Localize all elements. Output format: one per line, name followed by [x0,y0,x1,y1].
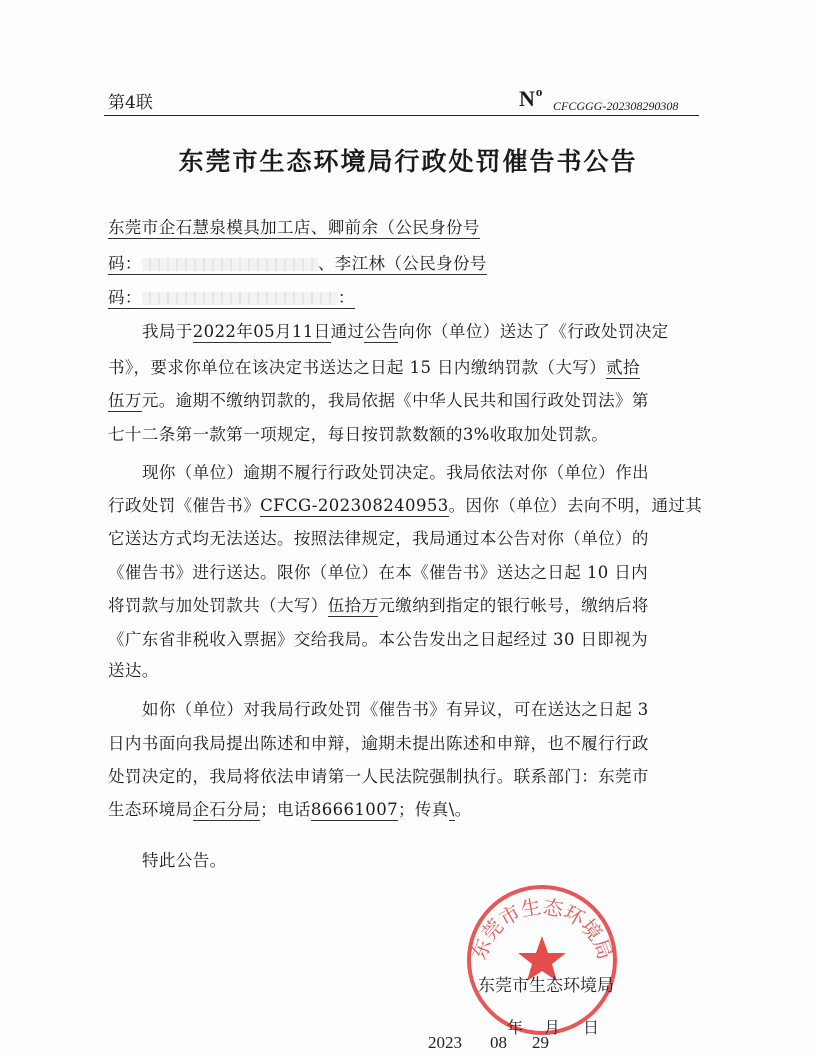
redacted-id-2 [142,292,338,305]
id-colon: ： [337,288,355,307]
text-segment: 。 [454,800,472,819]
para3-line-2: 日内书面向我局提出陈述和申辩，逾期未提出陈述和申辩，也不履行行政 [108,734,649,753]
para1-line-1 [142,318,669,342]
seal-arc-text: 东莞市生态环境局 [466,894,618,963]
text-segment: 行政处罚《催告书》 [108,496,261,515]
second-recipient: 、李江林（公民身份号 [317,254,487,273]
text-segment: ；电话 [260,800,311,819]
recipient-id-row-2 [108,288,355,309]
para1-line-2 [108,354,640,378]
text-segment: 通过 [330,322,365,341]
para3-line-3: 处罚决定的，我局将依法申请第一人民法院强制执行。联系部门：东莞市 [108,767,649,786]
fine-amount-part1: 贰拾 [606,358,640,377]
notice-code: CFCG-202308240953 [260,496,449,515]
text-segment: 将罚款与加处罚款共（大写） [108,596,328,615]
closing-text: 特此公告。 [142,851,227,870]
copy-number: 第4联 [108,93,153,113]
header-rule [104,115,699,116]
text-segment: 元。逾期不缴纳罚款的，我局依据《中华人民共和国行政处罚法》第 [141,391,649,410]
text-segment: 元缴纳到指定的银行帐号，缴纳后将 [378,596,649,615]
redacted-id-1 [142,258,318,271]
recipient-line-2 [108,250,487,274]
total-amount: 伍拾万 [327,596,379,615]
recipient-id-row-1 [108,254,487,275]
issue-year: 2023 [428,1033,462,1052]
day-label: 日 [583,1018,600,1037]
issue-month: 08 [490,1033,507,1052]
month-label: 月 [544,1018,561,1037]
text-segment: 书》，要求你单位在该决定书送达之日起 15 日内缴纳罚款（大写） [108,358,607,377]
text-segment: 向你（单位）送达了《行政处罚决定 [398,322,669,341]
recipient-line-1 [108,214,480,238]
number-mark-sup: o [535,84,543,99]
text-segment: 。因你（单位）去向不明，通过其 [448,496,703,515]
para1-line-4: 七十二条第一款第一项规定，每日按罚款数额的3%收取加处罚款。 [108,425,609,444]
issue-day: 29 [532,1033,549,1052]
para1-line-3 [108,387,649,411]
para2-line-4: 《催告书》进行送达。限你（单位）在本《催告书》送达之日起 10 日内 [108,563,649,582]
number-mark-n: N [519,86,535,111]
year-label: 年 [507,1018,524,1037]
contact-phone: 86661007 [310,800,398,819]
delivery-date: 2022年05月11日 [192,322,331,341]
para3-line-1: 如你（单位）对我局行政处罚《催告书》有异议，可在送达之日起 3 [142,700,649,719]
document-serial: CFCGGG-202308290308 [553,99,679,113]
number-mark [519,84,542,112]
document-title: 东莞市生态环境局行政处罚催告书公告 [178,147,638,176]
contact-fax: \ [448,800,455,819]
para2-line-2 [108,492,702,516]
text-segment: 我局于 [142,322,193,341]
issuing-agency: 东莞市生态环境局 [478,976,614,996]
para2-line-1: 现你（单位）逾期不履行行政处罚决定。我局依法对你（单位）作出 [142,463,649,482]
para3-line-4 [108,796,472,820]
text-segment: ；传真 [398,800,449,819]
fine-amount-part2: 伍万 [108,391,142,410]
delivery-method: 公告 [364,322,399,341]
para2-line-5 [108,592,649,616]
id-label-2: 码： [108,288,142,307]
para2-line-6: 《广东省非税收入票据》交给我局。本公告发出之日起经过 30 日即视为 [108,630,649,649]
text-segment: 生态环境局 [108,800,193,819]
recipient-line-3 [108,284,355,308]
contact-department: 企石分局 [192,800,261,819]
id-label-1: 码： [108,254,142,273]
recipient-names: 东莞市企石慧泉模具加工店、卿前余（公民身份号 [108,218,480,237]
para2-line-3: 它送达方式均无法送达。按照法律规定，我局通过本公告对你（单位）的 [108,529,649,548]
para2-line-7: 送达。 [108,661,159,680]
